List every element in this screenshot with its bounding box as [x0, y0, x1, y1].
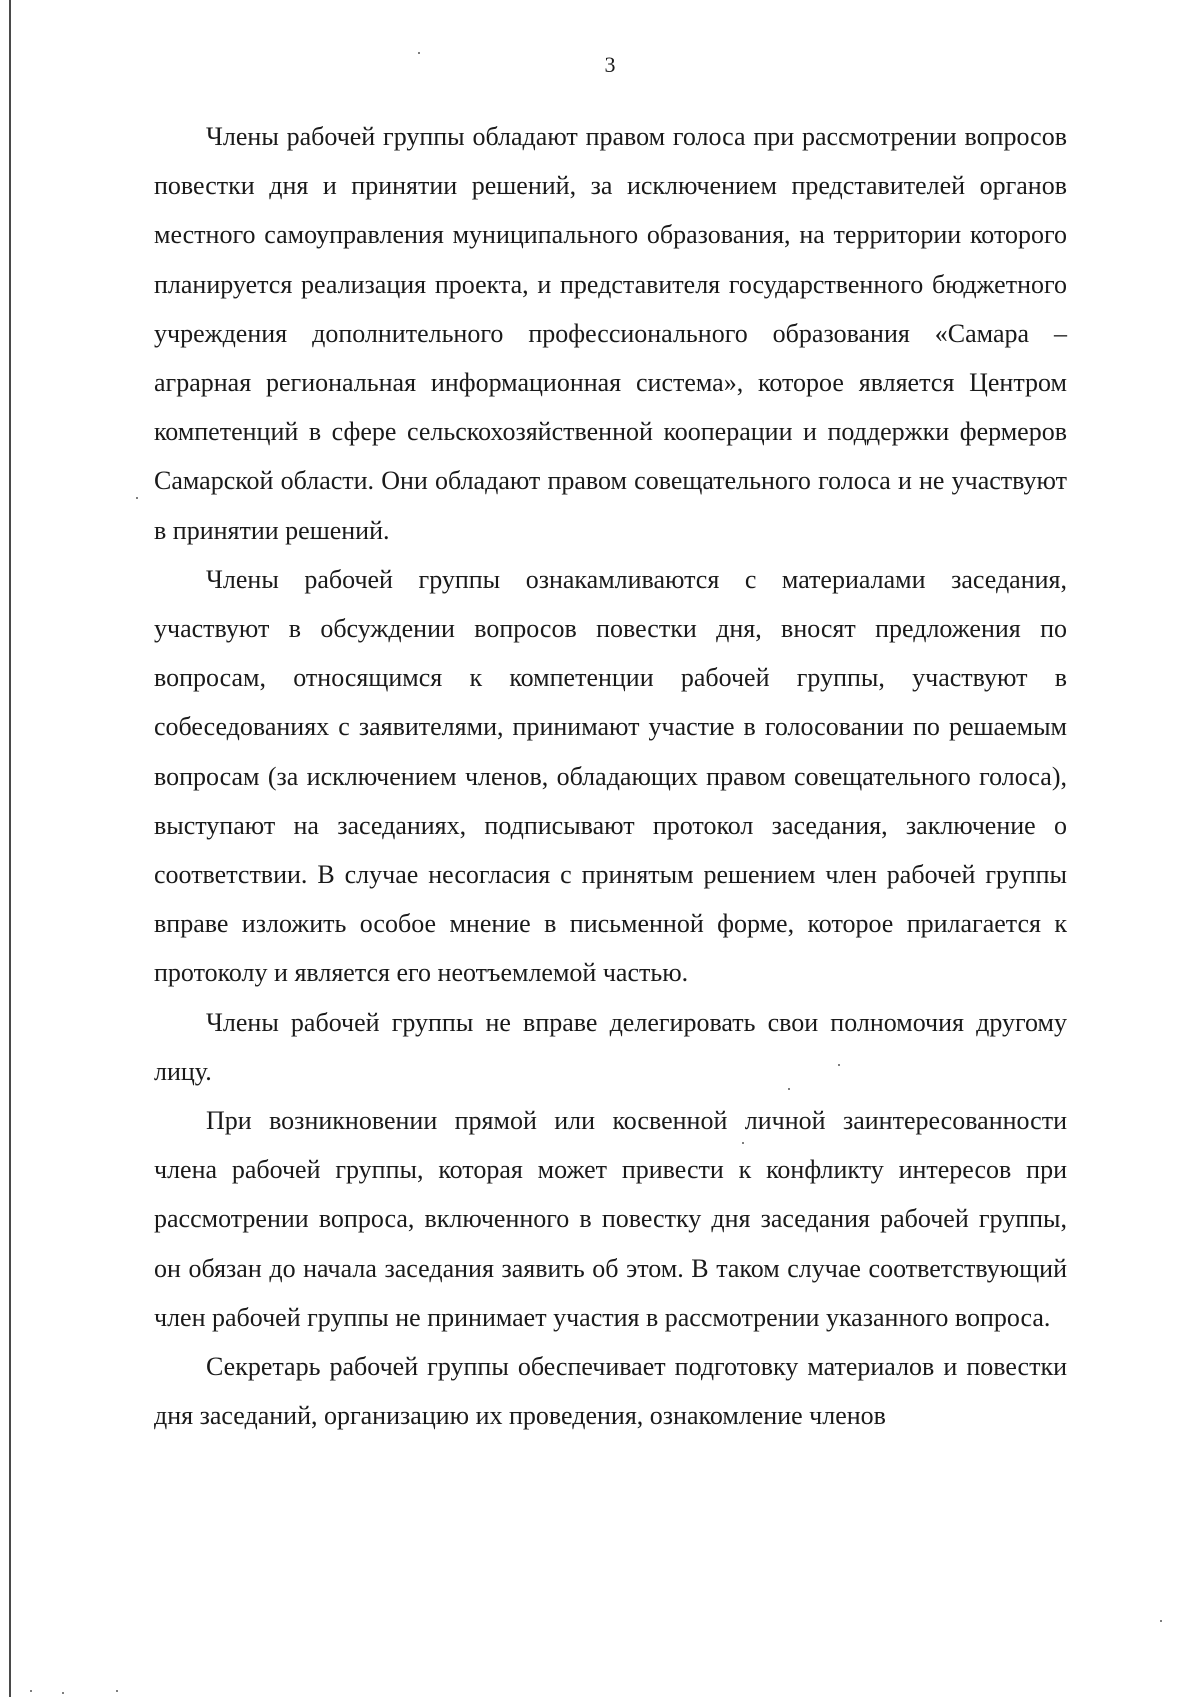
paragraph-no-delegation: Члены рабочей группы не вправе делегировать свои полномочия другому лицу.: [154, 1007, 1067, 1086]
scan-speck: [136, 497, 138, 499]
paragraph-secretary-duties: Секретарь рабочей группы обеспечивает подготовку материалов и повестки дня заседаний, организацию их проведения, ознакомление членов: [154, 1352, 1067, 1431]
scan-speck: [742, 1142, 744, 1144]
paragraph-member-duties: Члены рабочей группы ознакамливаются с материалами заседания, участвуют в обсуждении вопросов повестки дня, вносят предложения по вопросам, относящимся к компетенции рабочей группы, участвуют в собеседованиях с заявителями, принимают участие в голосовании по решаемым вопросам (за исключением членов, обладающих правом совещательного голоса), выступают на заседаниях, подписывают протокол заседания, заключение о соответствии. В случае несогласия с принятым решением член рабочей группы вправе изложить особое мнение в письменной форме, которое прилагается к протоколу и является его неотъемлемой частью.: [154, 564, 1067, 988]
scan-speck: [838, 1064, 840, 1066]
paragraph-voting-rights: Члены рабочей группы обладают правом голоса при рассмотрении вопросов повестки дня и принятии решений, за исключением представителей органов местного самоуправления муниципального образования, на территории которого планируется реализация проекта, и представителя государственного бюджетного учреждения дополнительного профессионального образования «Самара – аграрная региональная информационная система», которое является Центром компетенций в сфере сельскохозяйственной кооперации и поддержки фермеров Самарской области. Они обладают правом совещательного голоса и не участвуют в принятии решений.: [154, 122, 1067, 545]
scan-left-edge: [9, 0, 11, 1697]
paragraph-conflict-of-interest: При возникновении прямой или косвенной личной заинтересованности члена рабочей группы, которая может привести к конфликту интересов при рассмотрении вопроса, включенного в повестку дня заседания рабочей группы, он обязан до начала заседания заявить об этом. В таком случае соответствующий член рабочей группы не принимает участия в рассмотрении указанного вопроса.: [154, 1106, 1067, 1332]
page-number: 3: [604, 52, 616, 77]
scan-speck: [418, 52, 420, 54]
scan-speck: [62, 1692, 64, 1694]
scan-speck: [116, 1690, 118, 1692]
scan-speck: [788, 1088, 790, 1090]
scan-speck: [30, 1690, 32, 1692]
document-body: [154, 112, 1067, 1440]
scan-speck: [1160, 1620, 1162, 1622]
